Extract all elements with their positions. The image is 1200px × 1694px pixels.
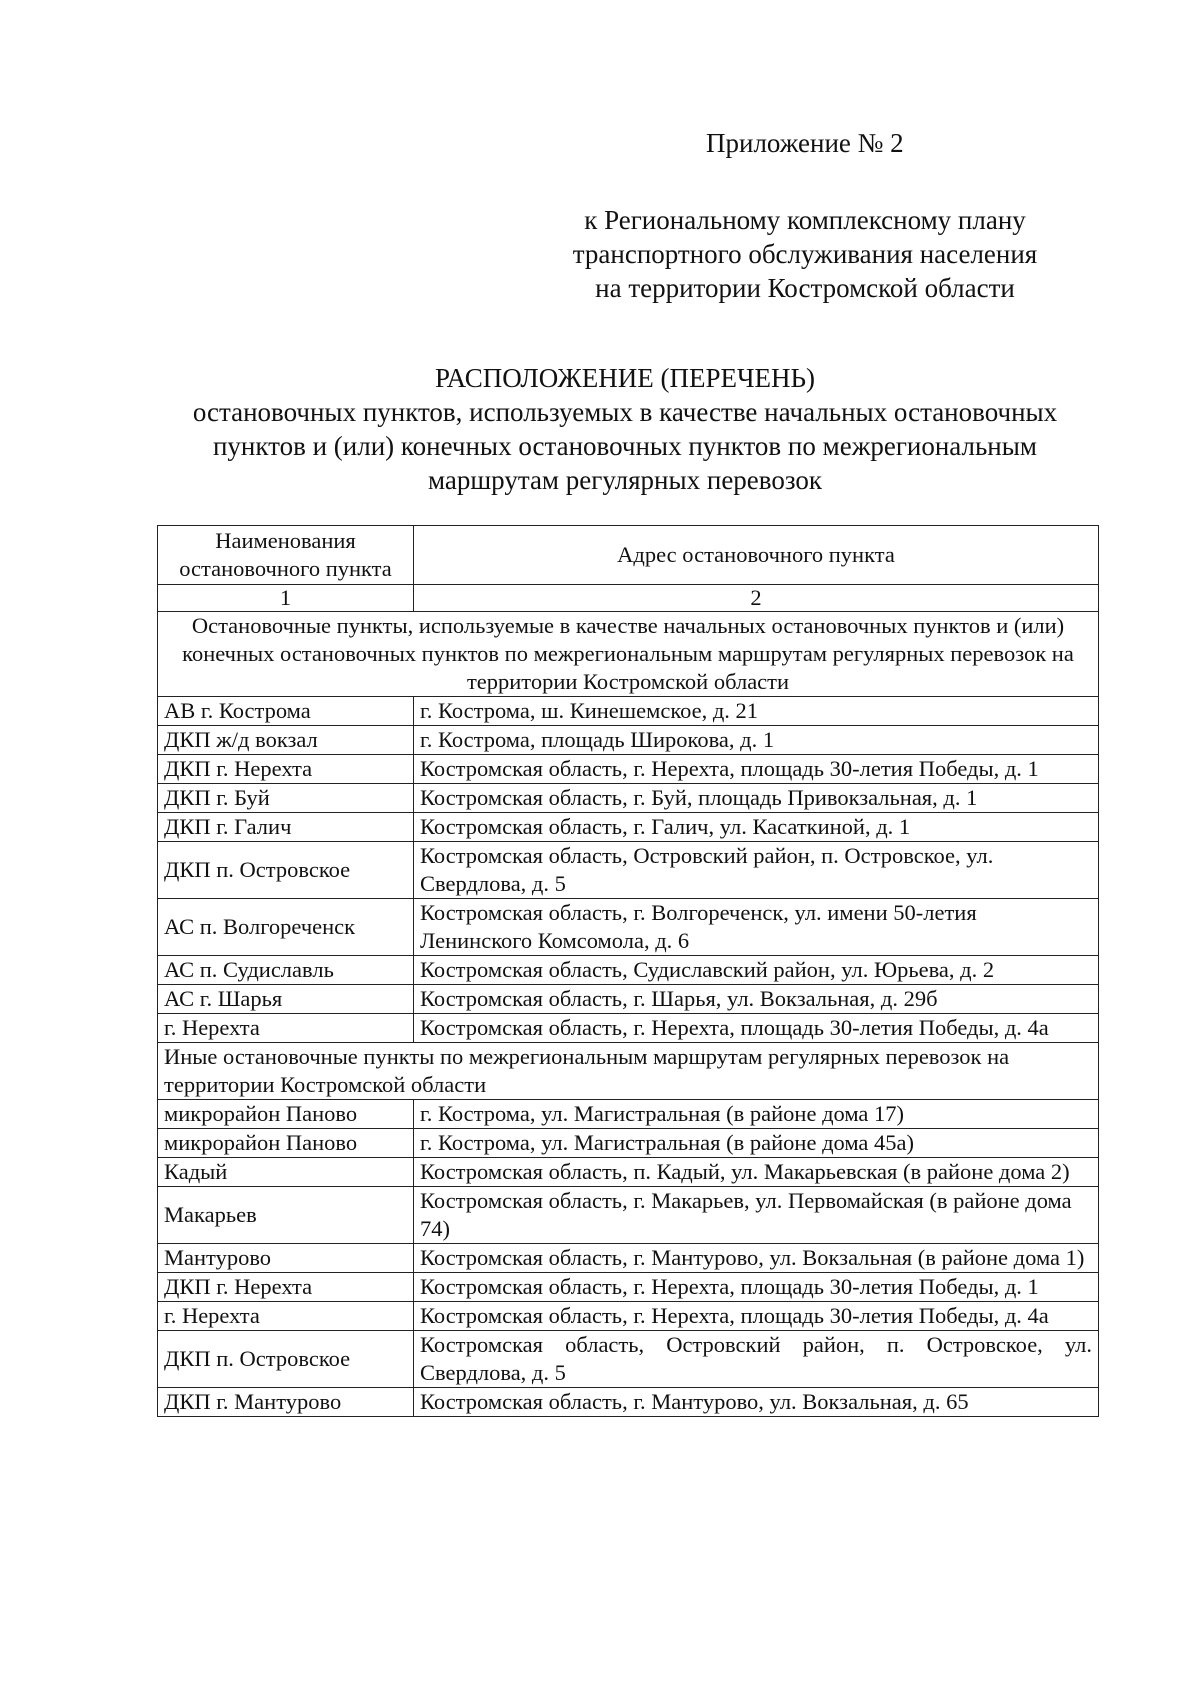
table-row (158, 985, 1099, 1014)
table-header-row (158, 526, 1099, 585)
stop-name: г. Нерехта (158, 1302, 414, 1331)
section-title: Остановочные пункты, используемые в качестве начальных остановочных пунктов и (или) конечных остановочных пунктов по межрегиональным маршрутам регулярных перевозок на территории Костромской области (158, 612, 1099, 697)
column-number-row (158, 585, 1099, 612)
table-row (158, 1388, 1099, 1417)
stop-name: ДКП г. Нерехта (158, 755, 414, 784)
stop-name: микрорайон Паново (158, 1129, 414, 1158)
stop-address: Костромская область, г. Нерехта, площадь 30-летия Победы, д. 1 (414, 1273, 1099, 1302)
table-row (158, 1273, 1099, 1302)
stop-name: Мантурово (158, 1244, 414, 1273)
stop-name: ДКП г. Мантурово (158, 1388, 414, 1417)
table-row (158, 1244, 1099, 1273)
table-row (158, 1129, 1099, 1158)
table-row (158, 1100, 1099, 1129)
stop-name: ДКП г. Буй (158, 784, 414, 813)
stop-address: г. Кострома, ул. Магистральная (в районе дома 45а) (414, 1129, 1099, 1158)
header-stop-address: Адрес остановочного пункта (414, 526, 1099, 585)
appendix-reference-line: к Региональному комплексному плану (584, 205, 1026, 235)
stop-address: Костромская область, г. Мантурово, ул. Вокзальная, д. 65 (414, 1388, 1099, 1417)
appendix-reference-line: на территории Костромской области (595, 273, 1015, 303)
column-number: 2 (414, 585, 1099, 612)
appendix-reference (540, 203, 1070, 305)
stop-name: ДКП п. Островское (158, 1331, 414, 1388)
document-title-block (150, 361, 1100, 497)
stop-name: АС г. Шарья (158, 985, 414, 1014)
stop-name: ДКП ж/д вокзал (158, 726, 414, 755)
table-row (158, 1158, 1099, 1187)
table-row (158, 726, 1099, 755)
stop-address: Костромская область, г. Галич, ул. Касаткиной, д. 1 (414, 813, 1099, 842)
table-row (158, 842, 1099, 899)
stop-name: АС п. Судиславль (158, 956, 414, 985)
stop-name: г. Нерехта (158, 1014, 414, 1043)
table-row (158, 956, 1099, 985)
stop-address: Костромская область, г. Нерехта, площадь 30-летия Победы, д. 4а (414, 1014, 1099, 1043)
section-header-row (158, 612, 1099, 697)
stop-name: АВ г. Кострома (158, 697, 414, 726)
table-row (158, 1302, 1099, 1331)
stop-name: микрорайон Паново (158, 1100, 414, 1129)
stop-name: АС п. Волгореченск (158, 899, 414, 956)
section-header-row (158, 1043, 1099, 1100)
stop-address: Костромская область, г. Нерехта, площадь 30-летия Победы, д. 1 (414, 755, 1099, 784)
table-row (158, 784, 1099, 813)
stop-address: г. Кострома, ул. Магистральная (в районе дома 17) (414, 1100, 1099, 1129)
stop-name: Макарьев (158, 1187, 414, 1244)
stops-table (157, 525, 1099, 1417)
table-row (158, 1331, 1099, 1388)
column-number: 1 (158, 585, 414, 612)
table-row (158, 755, 1099, 784)
stop-name: ДКП п. Островское (158, 842, 414, 899)
table-row (158, 899, 1099, 956)
section-title: Иные остановочные пункты по межрегиональным маршрутам регулярных перевозок на территории Костромской области (158, 1043, 1099, 1100)
stop-address: г. Кострома, ш. Кинешемское, д. 21 (414, 697, 1099, 726)
document-subtitle-line: пунктов и (или) конечных остановочных пунктов по межрегиональным (212, 431, 1037, 461)
stop-name: Кадый (158, 1158, 414, 1187)
stop-address: Костромская область, п. Кадый, ул. Макарьевская (в районе дома 2) (414, 1158, 1099, 1187)
stop-name: ДКП г. Нерехта (158, 1273, 414, 1302)
appendix-number: Приложение № 2 (706, 128, 904, 158)
stop-name: ДКП г. Галич (158, 813, 414, 842)
stop-address: Костромская область, г. Волгореченск, ул. имени 50-летия Ленинского Комсомола, д. 6 (414, 899, 1099, 956)
stop-address: Костромская область, Островский район, п. Островское, ул. Свердлова, д. 5 (414, 1331, 1099, 1388)
stop-address: Костромская область, г. Шарья, ул. Вокзальная, д. 29б (414, 985, 1099, 1014)
table-row (158, 813, 1099, 842)
stop-address: Костромская область, г. Макарьев, ул. Первомайская (в районе дома 74) (414, 1187, 1099, 1244)
stop-address: Костромская область, Судиславский район, ул. Юрьева, д. 2 (414, 956, 1099, 985)
stop-address: г. Кострома, площадь Широкова, д. 1 (414, 726, 1099, 755)
document-title: РАСПОЛОЖЕНИЕ (ПЕРЕЧЕНЬ) (435, 363, 815, 393)
table-row (158, 1187, 1099, 1244)
table-row (158, 1014, 1099, 1043)
table-row (158, 697, 1099, 726)
document-subtitle-line: маршрутам регулярных перевозок (428, 465, 822, 495)
appendix-reference-line: транспортного обслуживания населения (572, 239, 1038, 269)
header-stop-name: Наименования остановочного пункта (158, 526, 414, 585)
stop-address: Костромская область, г. Нерехта, площадь 30-летия Победы, д. 4а (414, 1302, 1099, 1331)
document-subtitle-line: остановочных пунктов, используемых в качестве начальных остановочных (192, 397, 1058, 427)
stop-address: Костромская область, г. Мантурово, ул. Вокзальная (в районе дома 1) (414, 1244, 1099, 1273)
stop-address: Костромская область, Островский район, п. Островское, ул. Свердлова, д. 5 (414, 842, 1099, 899)
stop-address: Костромская область, г. Буй, площадь Привокзальная, д. 1 (414, 784, 1099, 813)
